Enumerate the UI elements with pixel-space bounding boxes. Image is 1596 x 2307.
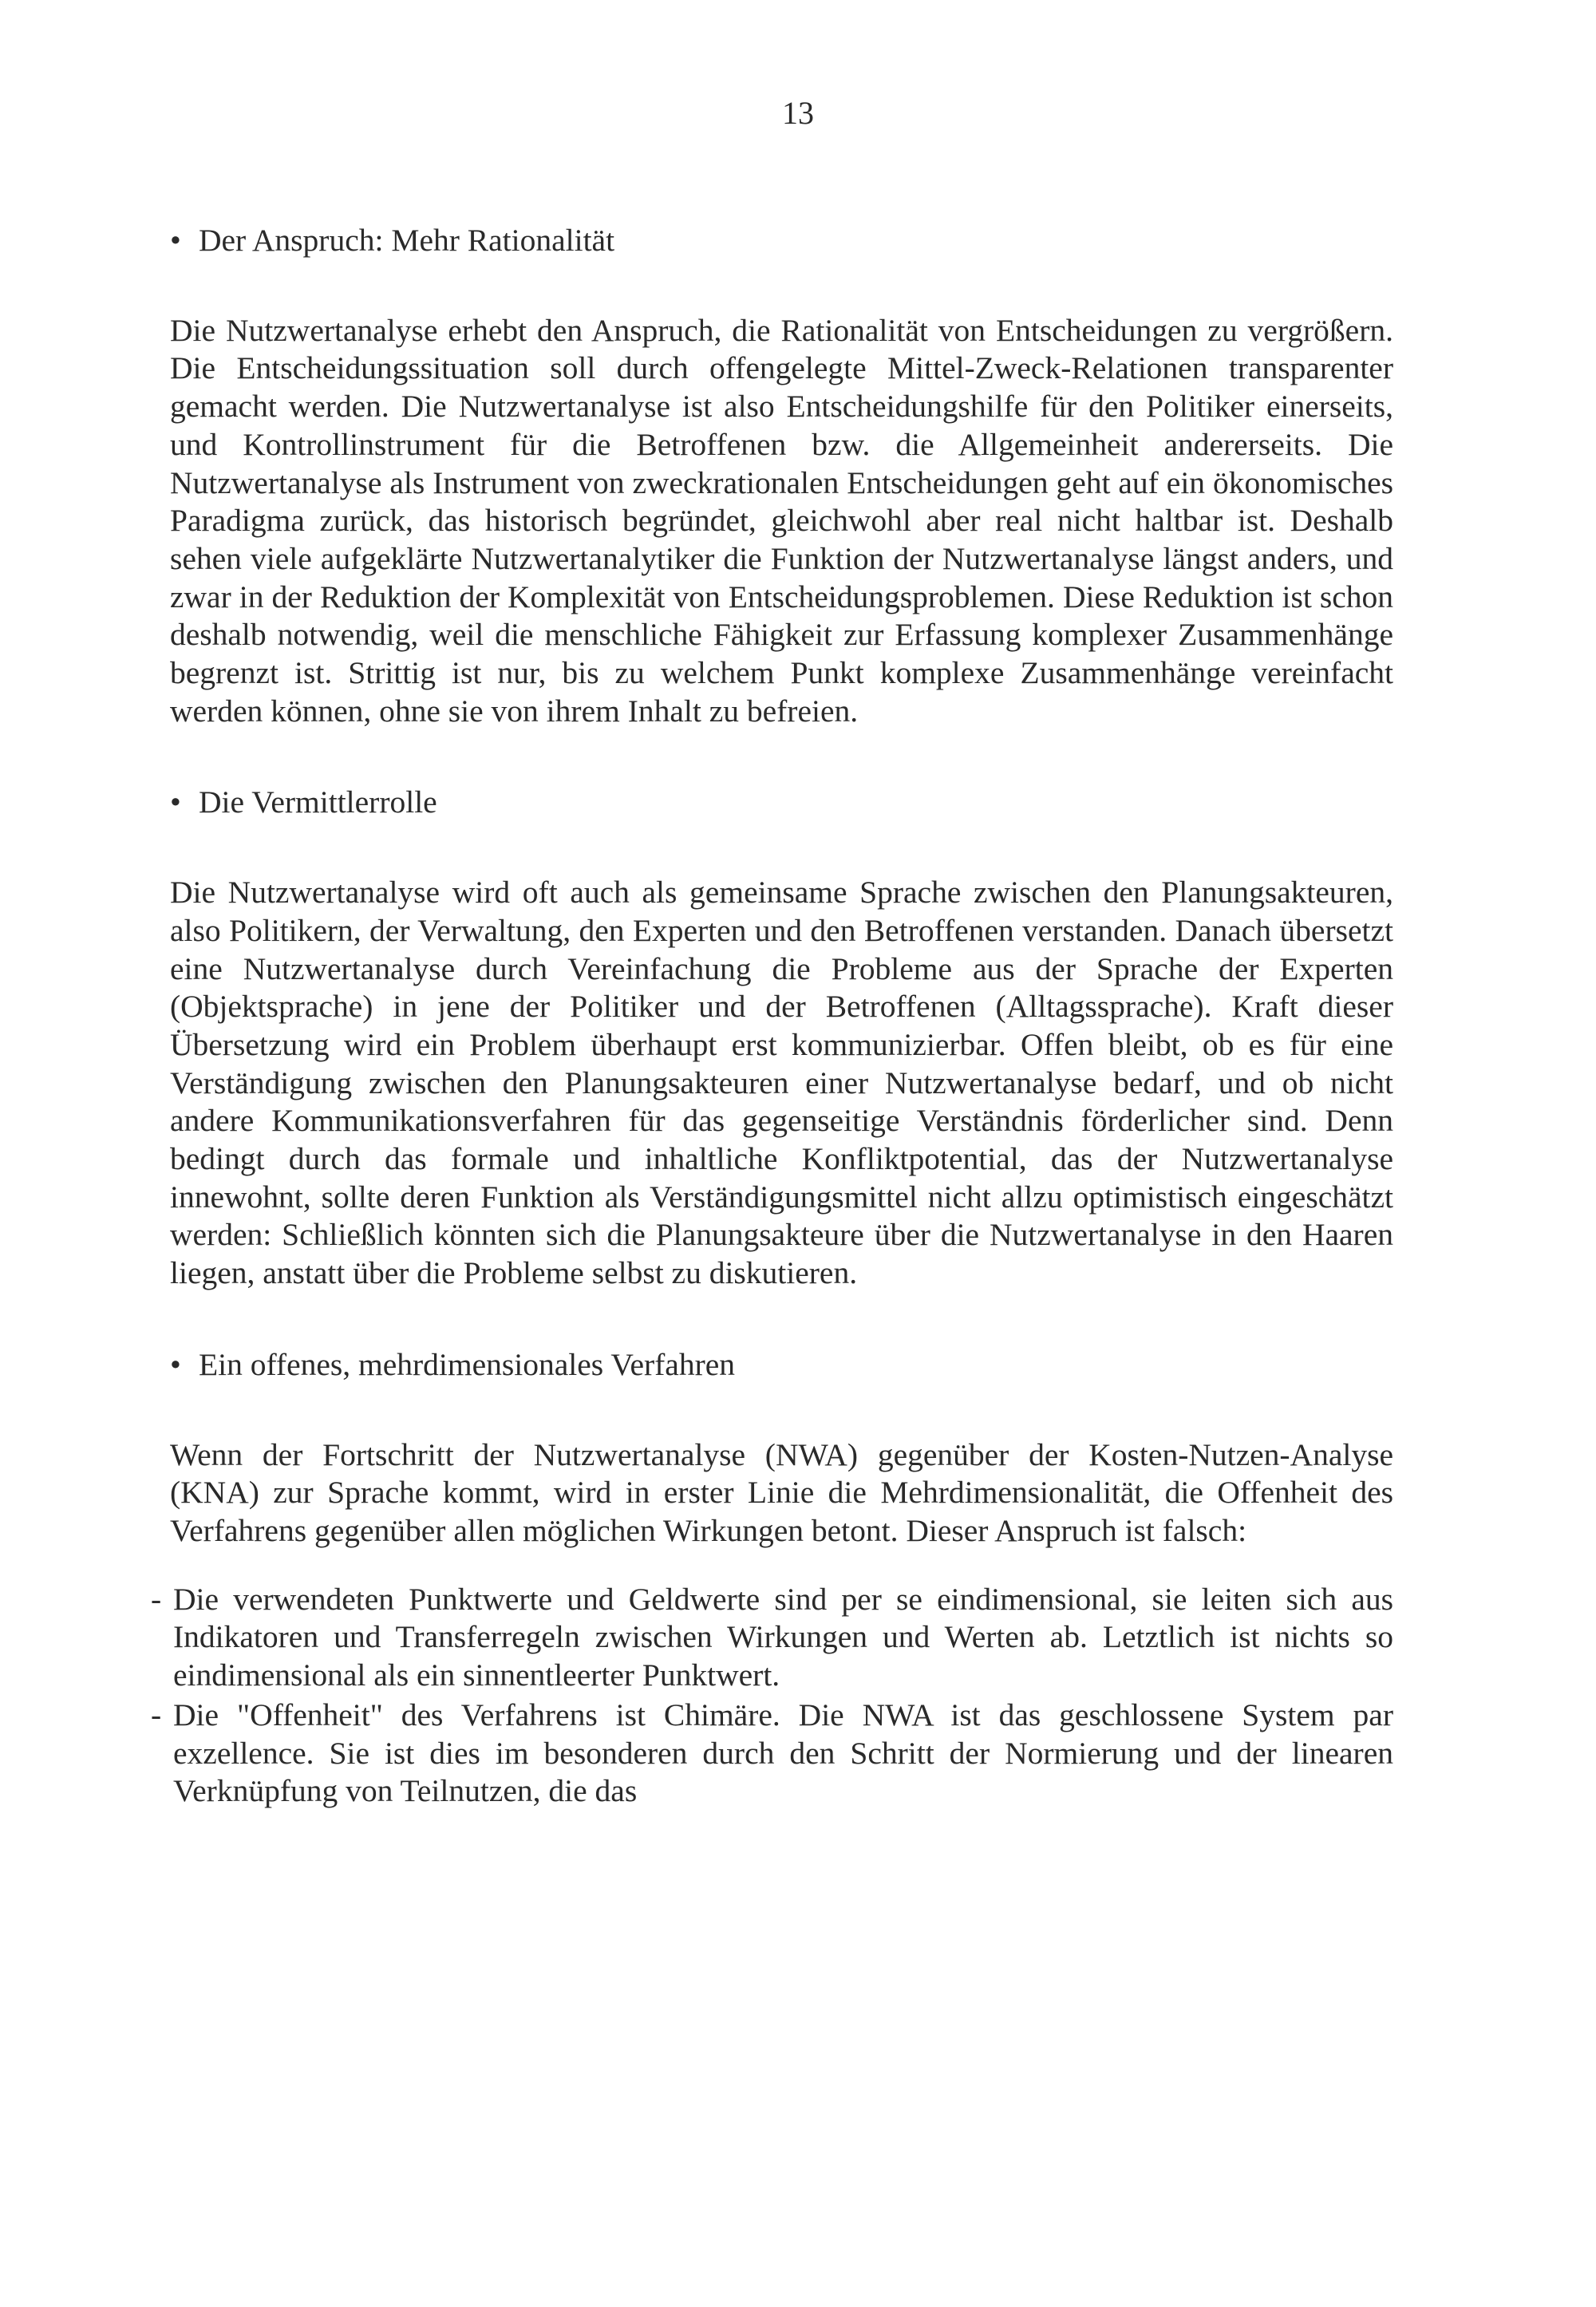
section-heading-text: Die Vermittlerrolle	[199, 784, 437, 820]
list-item-text: Die verwendeten Punktwerte und Geldwerte sind per se eindimensional, sie leiten sich aus Indikatoren und Transferregeln zwischen Wirkungen und Werten ab. Letztlich ist nichts so eindimensional als ein sinnentleerter Punktwert.	[173, 1581, 1393, 1693]
bullet-icon: •	[170, 784, 181, 820]
section-paragraph-rationalitaet: Die Nutzwertanalyse erhebt den Anspruch, die Rationalität von Entscheidungen zu vergrößern. Die Entscheidungssituation soll durch offengelegte Mittel-Zweck-Relationen transparenter gemacht werden. Die Nutzwertanalyse ist also Entscheidungshilfe für den Politiker einerseits, und Kontrollinstrument für die Betroffenen bzw. die Allgemeinheit andererseits. Die Nutzwertanalyse als Instrument von zweckrationalen Entscheidungen geht auf ein ökonomisches Paradigma zurück, das historisch begründet, gleichwohl aber real nicht haltbar ist. Deshalb sehen viele aufgeklärte Nutzwertanalytiker die Funktion der Nutzwertanalyse längst anders, und zwar in der Reduktion der Komplexität von Entscheidungsproblemen. Diese Reduktion ist schon deshalb notwendig, weil die menschliche Fähigkeit zur Erfassung komplexer Zusammenhänge begrenzt ist. Strittig ist nur, bis zu welchem Punkt komplexe Zusammenhänge vereinfacht werden können, ohne sie von ihrem Inhalt zu befreien.	[170, 312, 1393, 729]
bullet-icon: •	[170, 1346, 181, 1382]
list-item-text: Die "Offenheit" des Verfahrens ist Chimäre. Die NWA ist das geschlossene System par exzellence. Sie ist dies im besonderen durch den Schritt der Normierung und der linearen Verknüpfung von Teilnutzen, die das	[173, 1697, 1393, 1809]
section-heading-text: Der Anspruch: Mehr Rationalität	[199, 223, 615, 258]
section-heading-rationalitaet	[170, 222, 1393, 260]
page-content	[151, 222, 1393, 1812]
bullet-icon: •	[170, 223, 181, 258]
page-number: 13	[782, 95, 814, 131]
section-paragraph-verfahren: Wenn der Fortschritt der Nutzwertanalyse (NWA) gegenüber der Kosten-Nutzen-Analyse (KNA) zur Sprache kommt, wird in erster Linie die Mehrdimensionalität, die Offenheit des Verfahrens gegenüber allen möglichen Wirkungen betont. Dieser Anspruch ist falsch:	[170, 1436, 1393, 1548]
section-heading-text: Ein offenes, mehrdimensionales Verfahren	[199, 1346, 736, 1382]
dash-marker: -	[151, 1581, 162, 1617]
section-heading-vermittlerrolle	[170, 784, 1393, 822]
section-heading-verfahren	[170, 1346, 1393, 1385]
list-item	[151, 1581, 1393, 1695]
argument-list	[151, 1581, 1393, 1811]
section-paragraph-vermittlerrolle: Die Nutzwertanalyse wird oft auch als gemeinsame Sprache zwischen den Planungsakteuren, also Politikern, der Verwaltung, den Experten und den Betroffenen verstanden. Danach übersetzt eine Nutzwertanalyse durch Vereinfachung die Probleme aus der Sprache der Experten (Objektsprache) in jene der Politiker und der Betroffenen (Alltagssprache). Kraft dieser Übersetzung wird ein Problem überhaupt erst kommunizierbar. Offen bleibt, ob es für eine Verständigung zwischen den Planungsakteuren einer Nutzwertanalyse bedarf, und ob nicht andere Kommunikationsverfahren für das gegenseitige Verständnis förderlicher sind. Denn bedingt durch das formale und inhaltliche Konfliktpotential, das der Nutzwertanalyse innewohnt, sollte deren Funktion als Verständigungsmittel nicht allzu optimistisch eingeschätzt werden: Schließlich könnten sich die Planungsakteure über die Nutzwertanalyse in den Haaren liegen, anstatt über die Probleme selbst zu diskutieren.	[170, 875, 1393, 1291]
dash-marker: -	[151, 1697, 162, 1732]
list-item	[151, 1697, 1393, 1811]
